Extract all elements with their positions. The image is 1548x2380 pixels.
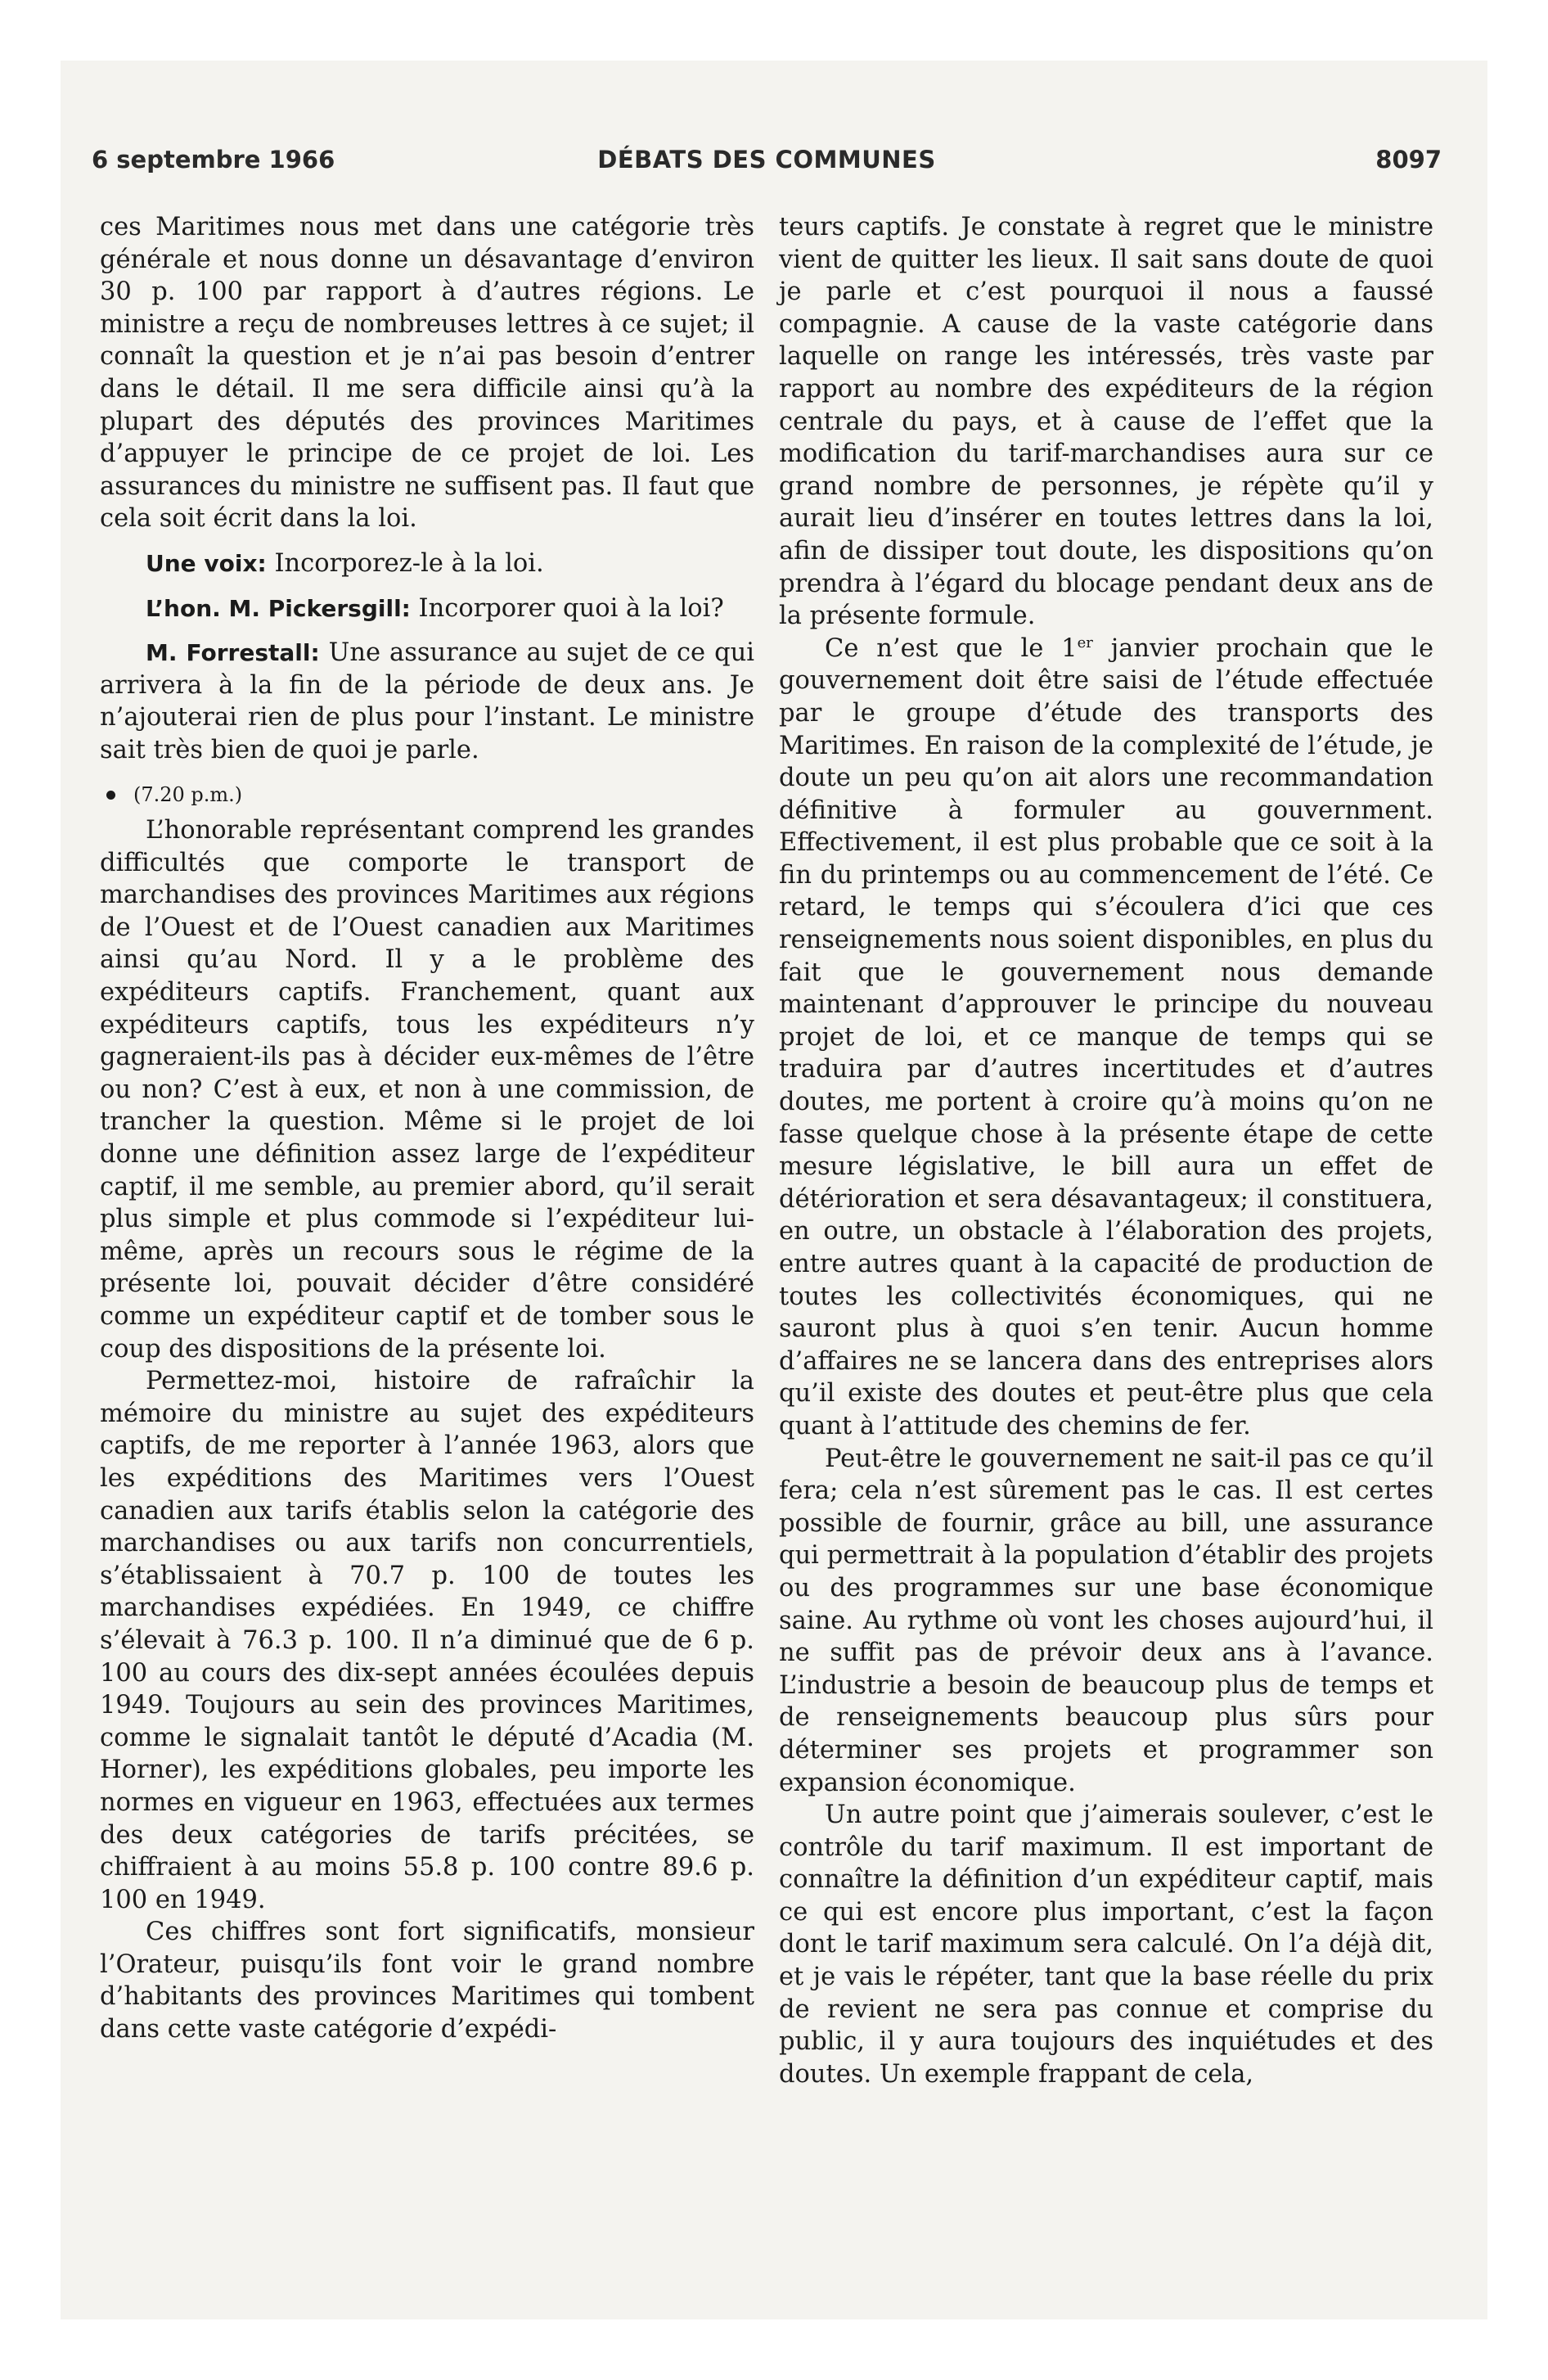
speaker-name: Une voix: — [146, 549, 267, 577]
time-marker — [100, 779, 754, 812]
speaker-turn — [100, 593, 754, 625]
left-column — [100, 211, 754, 2046]
paragraph: L’honorable représentant comprend les grandes difficultés que comporte le transport de marchandises des provinces Maritimes aux régions de l’Ouest et de l’Ouest canadien aux Maritimes ainsi qu’au Nord. Il y a le problème des expéditeurs captifs. Franchement, quant aux expéditeurs captifs, tous les expéditeurs n’y gagneraient-ils pas à décider eux-mêmes de l’être ou non? C’est à eux, et non à une commission, de trancher la question. Même si le projet de loi donne une définition assez large de l’expéditeur captif, il me semble, au premier abord, qu’il serait plus simple et plus commode si l’expéditeur lui-même, après un recours sous le régime de la présente loi, pouvait décider d’être considéré comme un expéditeur captif et de tomber sous le coup des dispositions de la présente loi. — [100, 816, 754, 1364]
paragraph-start: Ce n’est que le 1 — [825, 633, 1078, 663]
speaker-name: M. Forrestall: — [146, 639, 320, 667]
header-title: DÉBATS DES COMMUNES — [597, 146, 936, 174]
time-label: (7.20 p.m.) — [133, 782, 243, 806]
paragraph-rest: janvier prochain que le gouvernement doit être saisi de l’étude effectuée par le groupe d’étude des transports des Maritimes. En raison de la complexité de l’étude, je doute un peu qu’on ait alors une recommandation définitive à formuler au gouvernment. Effectivement, il est plus probable que ce soit à la fin du printemps ou au commencement de l’été. Ce retard, le temps qui s’écoulera d’ici que ces renseignements nous soient disponibles, en plus du fait que le gouvernement nous demande maintenant d’approuver le principe du nouveau projet de loi, et ce manque de temps qui se traduira par d’autres incertitudes et d’autres doutes, me portent à croire qu’à moins qu’on ne fasse quelque chose à la présente étape de cette mesure législative, le bill aura un effet de détérioration et sera désavantageux; il constituera, en outre, un obstacle à l’élaboration des projets, entre autres quant à la capacité de production de toutes les collectivités économiques, qui ne sauront plus à quoi s’en tenir. Aucun homme d’affaires ne se lancera dans des entreprises alors qu’il existe des doutes et peut-être plus que cela quant à l’attitude des chemins de fer. — [779, 633, 1433, 1440]
paragraph: Peut-être le gouvernement ne sait-il pas ce qu’il fera; cela n’est sûrement pas le cas. Il est certes possible de fournir, grâce au bill, une assurance qui permettrait à la population d’établir des projets ou des programmes sur une base économique saine. Au rythme où vont les choses aujourd’hui, il ne suffit pas de prévoir deux ans à l’avance. L’industrie a besoin de beaucoup plus de temps et de renseignements beaucoup plus sûrs pour déterminer ses projets et programmer son expansion économique. — [779, 1444, 1433, 1797]
speech-text: Incorporer quoi à la loi? — [410, 593, 724, 623]
paragraph: Ces chiffres sont fort significatifs, monsieur l’Orateur, puisqu’ils font voir le grand nombre d’habitants des provinces Maritimes qui tombent dans cette vaste catégorie d’expédi- — [100, 1918, 754, 2044]
paragraph: teurs captifs. Je constate à regret que le ministre vient de quitter les lieux. Il sait sans doute de quoi je parle et c’est pourquoi il nous a faussé compagnie. A cause de la vaste catégorie dans laquelle on range les intéressés, très vaste par rapport au nombre des expéditeurs de la région centrale du pays, et à cause de l’effet que la modification du tarif-marchandises aura sur ce grand nombre de personnes, je répète qu’il y aurait lieu d’insérer en toutes lettres dans la loi, afin de dissiper tout doute, les dispositions qu’on prendra à l’égard du blocage pendant deux ans de la présente formule. — [779, 213, 1433, 631]
paragraph: Un autre point que j’aimerais soulever, c’est le contrôle du tarif maximum. Il est important de connaître la définition d’un expéditeur captif, mais ce qui est encore plus important, c’est la façon dont le tarif maximum sera calculé. On l’a déjà dit, et je vais le répéter, tant que la base réelle du prix de revient ne sera pas connue et comprise du public, il y aura toujours des inquiétudes et des doutes. Un exemple frappant de cela, — [779, 1801, 1433, 2089]
right-column — [779, 211, 1433, 2090]
bullet-icon — [106, 791, 115, 800]
speaker-turn — [100, 548, 754, 580]
speech-text: Incorporez-le à la loi. — [266, 548, 544, 578]
speaker-name: L’hon. M. Pickersgill: — [146, 594, 411, 622]
page-number: 8097 — [1375, 146, 1442, 174]
paragraph: Permettez-moi, histoire de rafraîchir la mémoire du ministre au sujet des expéditeurs captifs, de me reporter à l’année 1963, alors que les expéditions des Maritimes vers l’Ouest canadien aux tarifs établis selon la catégorie des marchandises ou aux tarifs non concurrentiels, s’établissaient à 70.7 p. 100 de toutes les marchandises expédiées. En 1949, ce chiffre s’élevait à 76.3 p. 100. Il n’a diminué que de 6 p. 100 au cours des dix-sept années écoulées depuis 1949. Toujours au sein des provinces Maritimes, comme le signalait tantôt le député d’Acadia (M. Horner), les expéditions globales, peu importe les normes en vigueur en 1963, effectuées aux termes des deux catégories de tarifs précitées, se chiffraient à au moins 55.8 p. 100 contre 89.6 p. 100 en 1949. — [100, 1367, 754, 1914]
speech-text: Une assurance au sujet de ce qui arrivera à la fin de la période de deux ans. Je n’ajouterai rien de plus pour l’instant. Le ministre sait très bien de quoi je parle. — [100, 638, 754, 764]
page-header — [92, 146, 1442, 187]
paragraph: ces Maritimes nous met dans une catégorie très générale et nous donne un désavantage d’environ 30 p. 100 par rapport à d’autres régions. Le ministre a reçu de nombreuses lettres à ce sujet; il connaît la question et je n’ai pas besoin d’entrer dans le détail. Il me sera difficile ainsi qu’à la plupart des députés des provinces Maritimes d’appuyer le principe de ce projet de loi. Les assurances du ministre ne suffisent pas. Il faut que cela soit écrit dans la loi. — [100, 213, 754, 534]
header-date: 6 septembre 1966 — [92, 146, 335, 174]
paragraph — [779, 633, 1433, 1443]
speaker-turn — [100, 637, 754, 766]
ordinal-superscript: er — [1077, 633, 1093, 651]
